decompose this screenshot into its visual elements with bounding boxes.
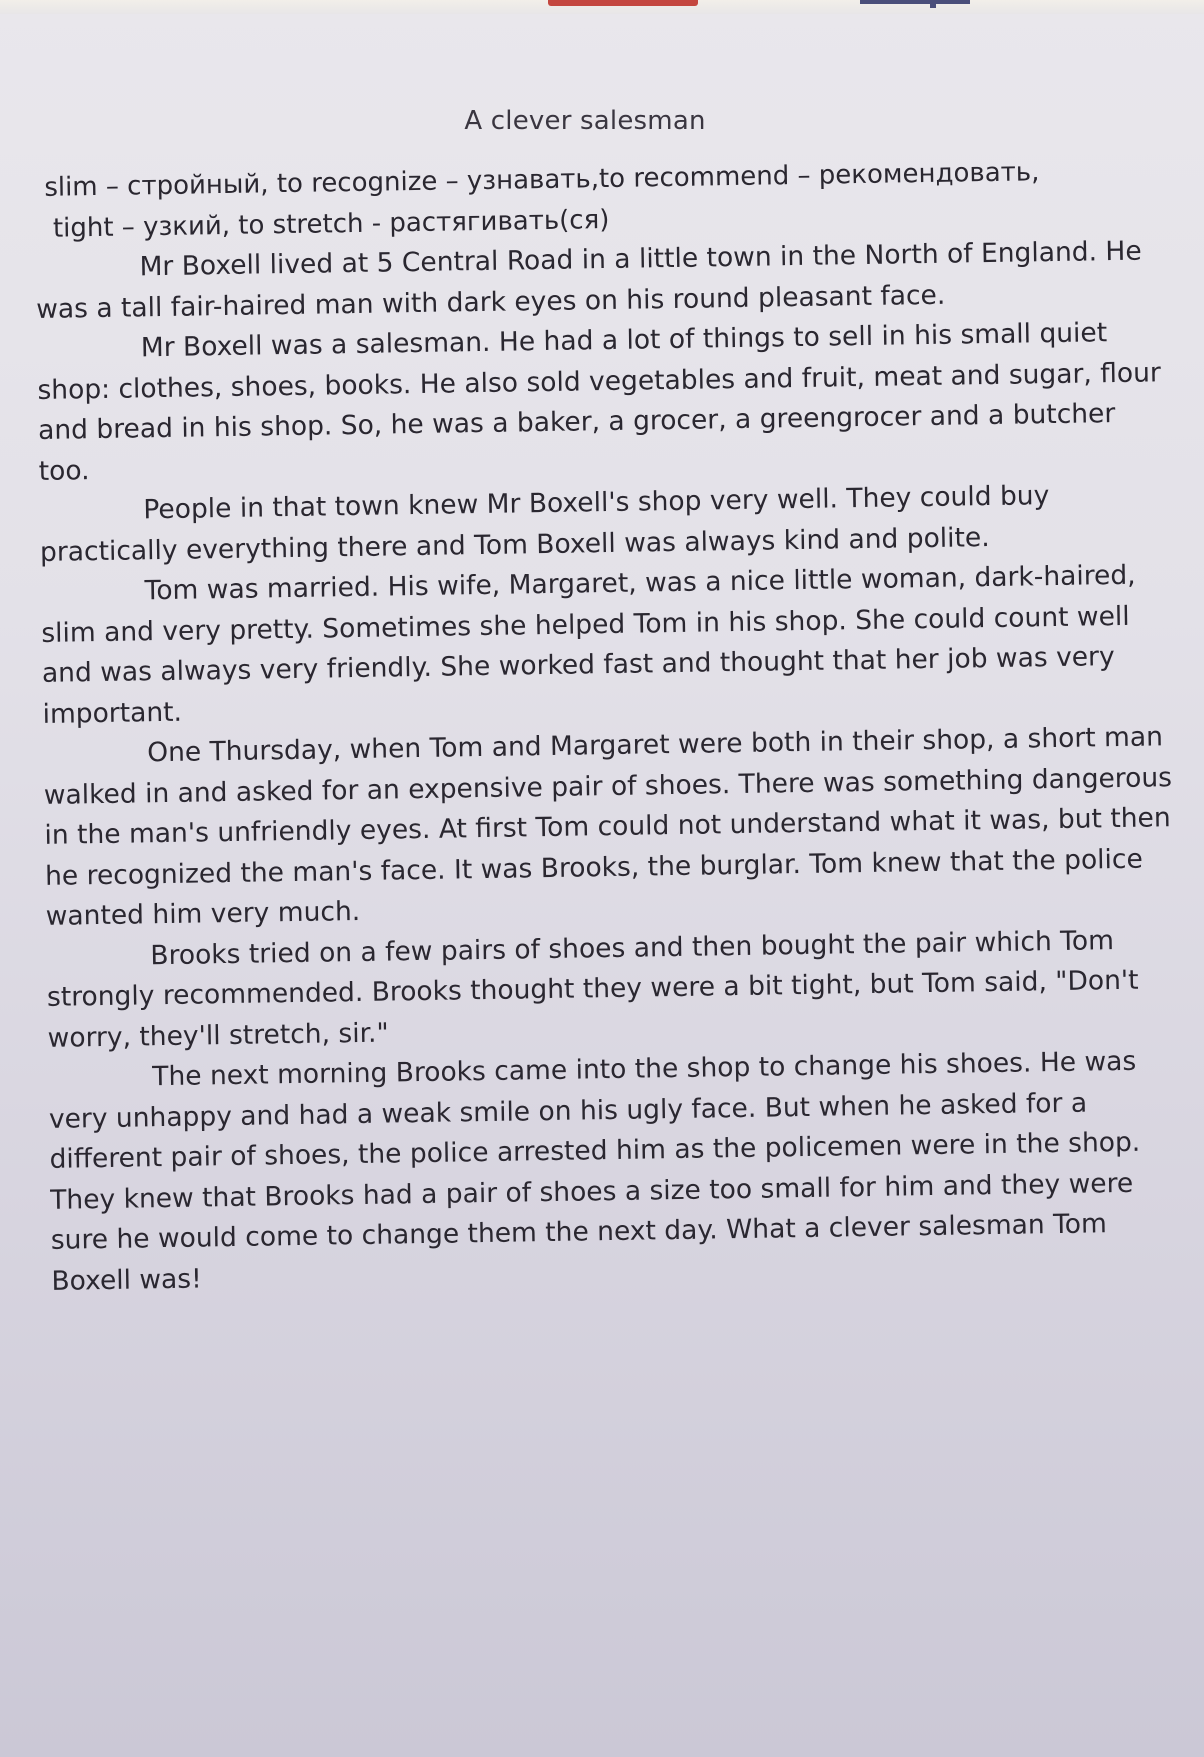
document-title: A clever salesman (464, 106, 706, 136)
paragraph: Tom was married. His wife, Margaret, was a nice little woman, dark-haired, slim and very pretty. Sometimes she helped Tom in his shop. She could count well and was always very friendly. She worked fast and thought that her job was very important. (41, 559, 1136, 730)
document-body (34, 150, 1182, 1302)
paragraph: Brooks tried on a few pairs of shoes and then bought the pair which Tom strongly recommended. Brooks thought they were a bit tight, but Tom said, "Don't worry, they'll stretch, sir." (46, 924, 1139, 1054)
vocabulary-line: slim – стройный, to recognize – узнавать,to recommend – рекомендовать, (44, 157, 1040, 203)
paragraph: People in that town knew Mr Boxell's shop very well. They could buy practically everything there and Tom Boxell was always kind and polite. (39, 480, 1050, 568)
paragraph: Mr Boxell lived at 5 Central Road in a little town in the North of England. He was a tall fair-haired man with dark eyes on his round pleasant face. (35, 235, 1142, 325)
paragraph: The next morning Brooks came into the shop to change his shoes. He was very unhappy and had a weak smile on his ugly face. But when he asked for a different pair of shoes, the police arrested him as the policemen were in the shop. They knew that Brooks had a pair of shoes a size too small for him and they were sure he would come to change them the next day. What a clever salesman Tom Boxell was! (48, 1045, 1141, 1297)
paragraph: Mr Boxell was a salesman. He had a lot of things to sell in his small quiet shop: clothes, shoes, books. He also sold vegetables and fruit, meat and sugar, flour and bread in his shop. So, he was a baker, a grocer, a greengrocer and a butcher too. (37, 317, 1162, 487)
paragraph: One Thursday, when Tom and Margaret were both in their shop, a short man walked in and asked for an expensive pair of shoes. There was something dangerous in the man's unfriendly eyes. At first Tom could not understand what it was, but then he recognized the man's face. It was Brooks, the burglar. Tom knew that the police wanted him very much. (43, 721, 1173, 932)
vocabulary-line: tight – узкий, to stretch - растягивать(ся) (52, 204, 610, 244)
